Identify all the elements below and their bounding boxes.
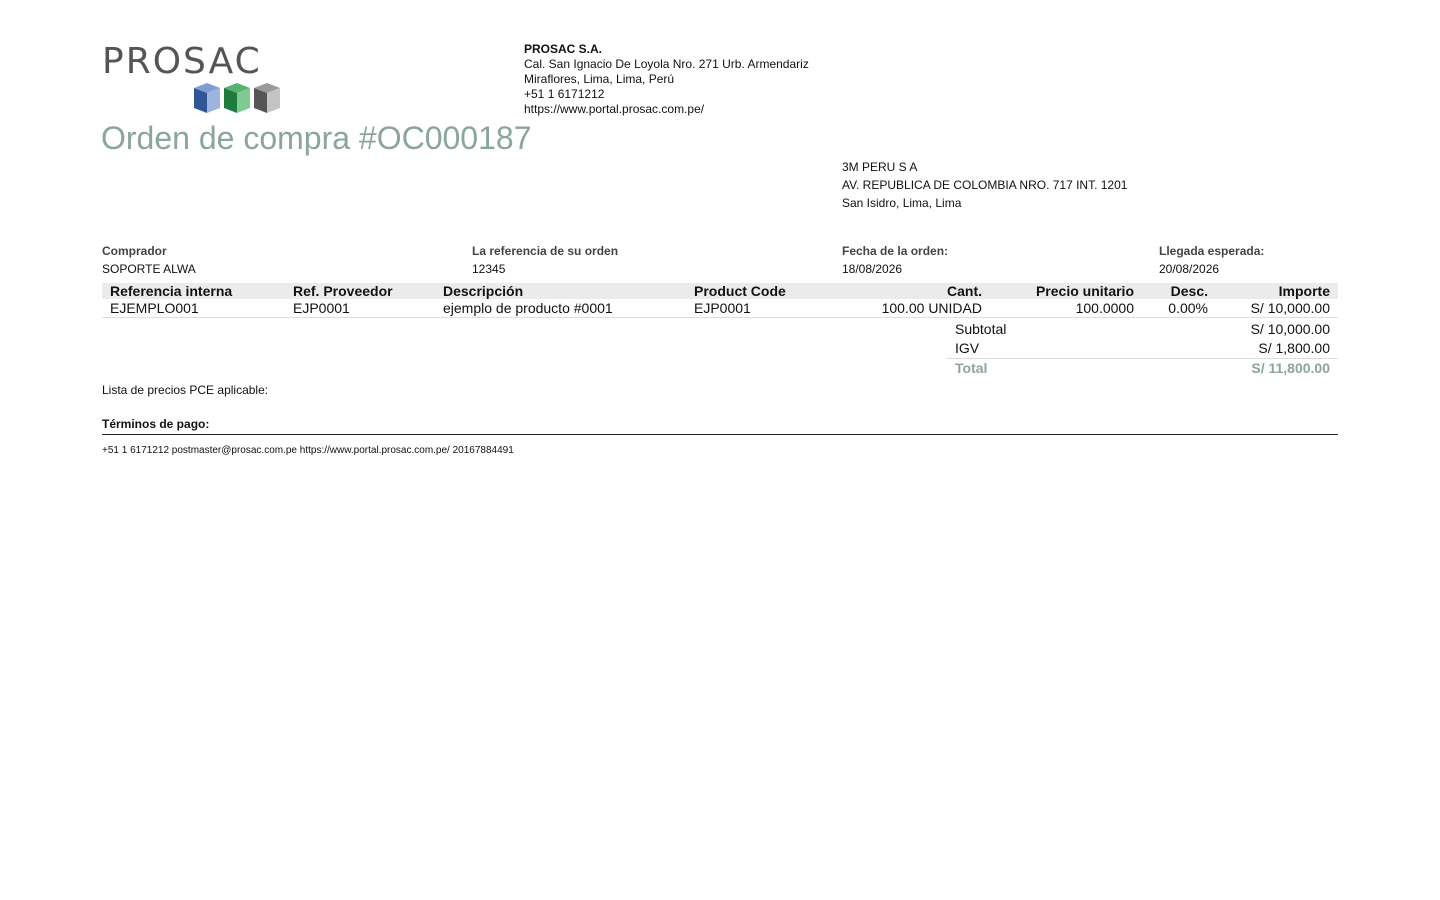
col-amount: Importe [1216,283,1338,299]
table-row [102,299,1338,318]
cell-vendor-ref: EJP0001 [285,299,435,318]
company-address-line2: Miraflores, Lima, Lima, Perú [524,72,675,86]
cell-amount: S/ 10,000.00 [1216,299,1338,318]
cell-quantity: 100.00 UNIDAD [814,299,990,318]
col-product-code: Product Code [686,283,814,299]
subtotal-row [947,320,1338,339]
vendor-address-line2: San Isidro, Lima, Lima [842,196,962,210]
company-name: PROSAC S.A. [524,42,603,56]
company-website[interactable]: https://www.portal.prosac.com.pe/ [524,102,705,116]
order-lines-table [102,283,1338,318]
col-vendor-ref: Ref. Proveedor [285,283,435,299]
info-expected-arrival [1159,242,1264,278]
tax-value: S/ 1,800.00 [1258,340,1330,356]
logo-cubes-icon [192,82,284,114]
document-title: Orden de compra #OC000187 [101,120,532,156]
reference-value: 12345 [472,262,506,276]
reference-label: La referencia de su orden [472,244,619,258]
total-label: Total [947,359,1109,379]
col-unit-price: Precio unitario [990,283,1142,299]
page-footer: +51 1 6171212 postmaster@prosac.com.pe https://www.portal.prosac.com.pe/ 20167884491 [102,445,514,456]
vendor-address-block [842,158,1127,212]
subtotal-label: Subtotal [955,321,1007,337]
col-discount: Desc. [1142,283,1216,299]
company-logo [102,41,292,114]
company-phone: +51 1 6171212 [524,87,605,101]
company-address-line1: Cal. San Ignacio De Loyola Nro. 271 Urb. Armendariz [524,57,809,71]
col-description: Descripción [435,283,686,299]
cell-product-code: EJP0001 [686,299,814,318]
company-address-block [524,42,809,117]
col-quantity: Cant. [814,283,990,299]
order-date-label: Fecha de la orden: [842,244,949,258]
pricelist-note: Lista de precios PCE aplicable: [102,383,269,397]
buyer-value: SOPORTE ALWA [102,262,196,276]
info-order-date [842,242,948,278]
info-reference [472,242,618,278]
order-date-value: 18/08/2026 [842,262,903,276]
info-buyer [102,242,196,278]
total-value: S/ 11,800.00 [1109,359,1338,379]
totals-table [947,320,1338,378]
col-internal-ref: Referencia interna [102,283,285,299]
total-row [947,359,1338,379]
tax-row [947,339,1338,359]
vendor-address-line1: AV. REPUBLICA DE COLOMBIA NRO. 717 INT. 1201 [842,178,1128,192]
footer-divider [102,434,1338,435]
expected-arrival-label: Llegada esperada: [1159,244,1265,258]
vendor-name: 3M PERU S A [842,160,918,174]
tax-label: IGV [955,340,980,356]
subtotal-value: S/ 10,000.00 [1250,321,1330,337]
logo-wordmark: PROSAC [102,41,262,82]
cell-discount: 0.00% [1142,299,1216,318]
expected-arrival-value: 20/08/2026 [1159,262,1220,276]
cell-internal-ref: EJEMPLO001 [102,299,285,318]
table-header-row [102,283,1338,299]
cell-description: ejemplo de producto #0001 [435,299,686,318]
cell-unit-price: 100.0000 [990,299,1142,318]
buyer-label: Comprador [102,244,167,258]
payment-terms-label: Términos de pago: [102,417,210,431]
